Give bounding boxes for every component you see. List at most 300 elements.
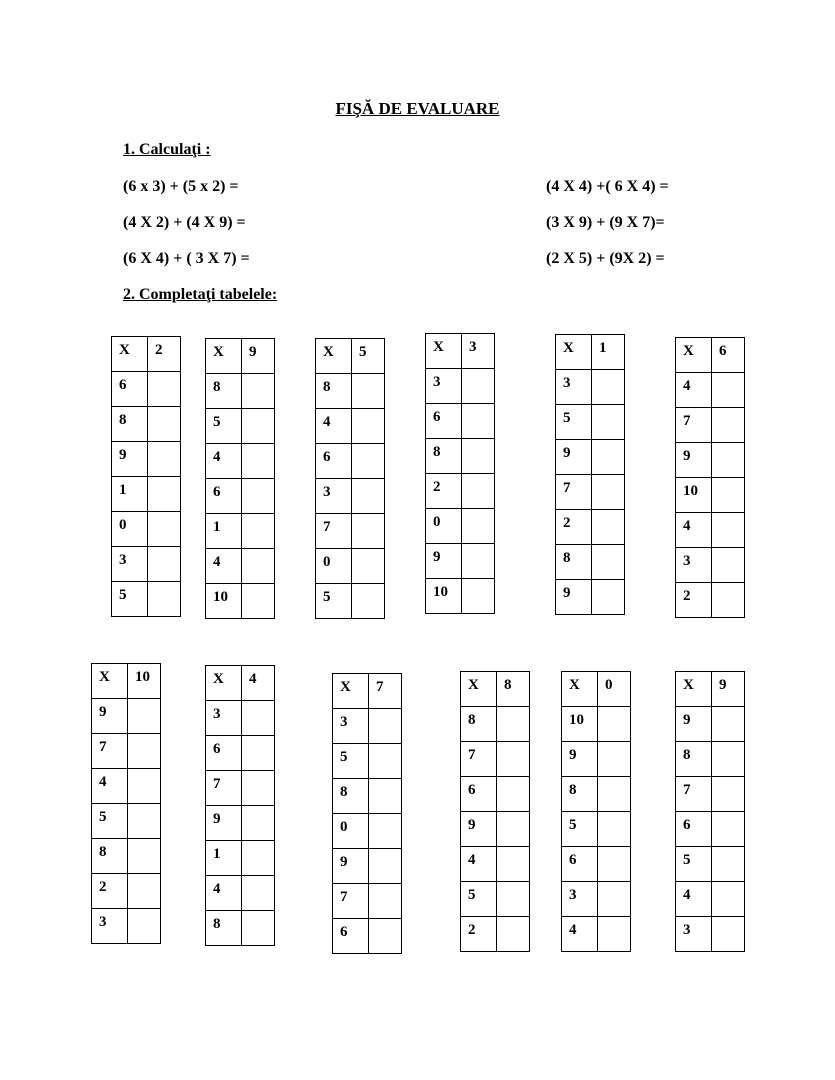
table-row: [461, 707, 530, 742]
answer-cell[interactable]: [148, 477, 181, 512]
table-row: [562, 812, 631, 847]
operator-cell: X: [676, 338, 712, 373]
operand-cell: 9: [112, 442, 148, 477]
multiplication-table: [205, 338, 275, 619]
answer-cell[interactable]: [712, 373, 745, 408]
operand-cell: 3: [556, 370, 592, 405]
answer-cell[interactable]: [128, 699, 161, 734]
multiplier-cell: 5: [352, 339, 385, 374]
answer-cell[interactable]: [128, 734, 161, 769]
table-row: [676, 408, 745, 443]
answer-cell[interactable]: [592, 510, 625, 545]
multiplier-cell: 3: [462, 334, 495, 369]
operand-cell: 5: [112, 582, 148, 617]
answer-cell[interactable]: [462, 579, 495, 614]
operand-cell: 1: [206, 841, 242, 876]
answer-cell[interactable]: [712, 478, 745, 513]
multiplication-table: [675, 671, 745, 952]
table-row: [461, 777, 530, 812]
multiplier-cell: 4: [242, 666, 275, 701]
operand-cell: 5: [556, 405, 592, 440]
table-row: [92, 699, 161, 734]
table-row: [112, 582, 181, 617]
exercise-left-2: (4 X 2) + (4 X 9) =: [123, 214, 246, 231]
answer-cell[interactable]: [369, 814, 402, 849]
multiplication-table: [561, 671, 631, 952]
table-header-row: [112, 337, 181, 372]
operator-cell: X: [206, 339, 242, 374]
answer-cell[interactable]: [598, 882, 631, 917]
answer-cell[interactable]: [497, 917, 530, 952]
table-row: [556, 510, 625, 545]
table-row: [562, 742, 631, 777]
table-row: [206, 549, 275, 584]
multiplication-table: [460, 671, 530, 952]
section-2-heading: 2. Completaţi tabelele:: [123, 286, 278, 303]
table-row: [112, 512, 181, 547]
operator-cell: X: [316, 339, 352, 374]
table-row: [562, 707, 631, 742]
table-header-row: [676, 338, 745, 373]
answer-cell[interactable]: [598, 777, 631, 812]
table-row: [461, 847, 530, 882]
table-row: [206, 584, 275, 619]
table-header-row: [92, 664, 161, 699]
answer-cell[interactable]: [352, 514, 385, 549]
answer-cell[interactable]: [128, 839, 161, 874]
table-row: [426, 509, 495, 544]
operand-cell: 7: [206, 771, 242, 806]
answer-cell[interactable]: [497, 812, 530, 847]
operand-cell: 6: [676, 812, 712, 847]
table-header-row: [316, 339, 385, 374]
multiplier-cell: 8: [497, 672, 530, 707]
operand-cell: 3: [316, 479, 352, 514]
table-row: [92, 839, 161, 874]
answer-cell[interactable]: [148, 372, 181, 407]
answer-cell[interactable]: [242, 806, 275, 841]
answer-cell[interactable]: [352, 549, 385, 584]
table-row: [676, 478, 745, 513]
operator-cell: X: [556, 335, 592, 370]
table-row: [562, 882, 631, 917]
operand-cell: 3: [112, 547, 148, 582]
operand-cell: 8: [426, 439, 462, 474]
table-row: [112, 547, 181, 582]
answer-cell[interactable]: [497, 742, 530, 777]
operand-cell: 8: [206, 374, 242, 409]
table-row: [333, 919, 402, 954]
answer-cell[interactable]: [592, 440, 625, 475]
answer-cell[interactable]: [352, 479, 385, 514]
answer-cell[interactable]: [712, 812, 745, 847]
answer-cell[interactable]: [598, 812, 631, 847]
answer-cell[interactable]: [148, 582, 181, 617]
operand-cell: 9: [556, 580, 592, 615]
operand-cell: 5: [92, 804, 128, 839]
operand-cell: 8: [206, 911, 242, 946]
answer-cell[interactable]: [462, 474, 495, 509]
table-row: [426, 369, 495, 404]
operand-cell: 9: [461, 812, 497, 847]
operand-cell: 10: [206, 584, 242, 619]
table-header-row: [206, 339, 275, 374]
answer-cell[interactable]: [369, 884, 402, 919]
answer-cell[interactable]: [148, 442, 181, 477]
table-row: [556, 545, 625, 580]
answer-cell[interactable]: [462, 369, 495, 404]
operand-cell: 0: [316, 549, 352, 584]
table-row: [333, 849, 402, 884]
table-row: [206, 736, 275, 771]
answer-cell[interactable]: [352, 444, 385, 479]
table-row: [206, 771, 275, 806]
table-row: [461, 742, 530, 777]
operand-cell: 3: [676, 548, 712, 583]
table-row: [333, 709, 402, 744]
operator-cell: X: [676, 672, 712, 707]
operand-cell: 2: [676, 583, 712, 618]
operand-cell: 5: [316, 584, 352, 619]
table-row: [562, 777, 631, 812]
operator-cell: X: [461, 672, 497, 707]
table-header-row: [333, 674, 402, 709]
answer-cell[interactable]: [242, 514, 275, 549]
answer-cell[interactable]: [242, 911, 275, 946]
operand-cell: 10: [562, 707, 598, 742]
operand-cell: 4: [92, 769, 128, 804]
answer-cell[interactable]: [369, 849, 402, 884]
table-row: [676, 707, 745, 742]
operand-cell: 2: [556, 510, 592, 545]
table-row: [676, 777, 745, 812]
operand-cell: 7: [676, 408, 712, 443]
answer-cell[interactable]: [712, 548, 745, 583]
answer-cell[interactable]: [369, 709, 402, 744]
multiplier-cell: 7: [369, 674, 402, 709]
operator-cell: X: [426, 334, 462, 369]
table-header-row: [676, 672, 745, 707]
answer-cell[interactable]: [128, 909, 161, 944]
operand-cell: 1: [206, 514, 242, 549]
answer-cell[interactable]: [242, 841, 275, 876]
operand-cell: 8: [676, 742, 712, 777]
answer-cell[interactable]: [712, 917, 745, 952]
multiplier-cell: 9: [712, 672, 745, 707]
answer-cell[interactable]: [242, 736, 275, 771]
operand-cell: 10: [676, 478, 712, 513]
table-row: [676, 847, 745, 882]
operand-cell: 5: [562, 812, 598, 847]
table-row: [333, 744, 402, 779]
operand-cell: 4: [562, 917, 598, 952]
answer-cell[interactable]: [598, 847, 631, 882]
operand-cell: 8: [112, 407, 148, 442]
table-row: [316, 584, 385, 619]
operand-cell: 6: [333, 919, 369, 954]
exercise-right-1: (4 X 4) +( 6 X 4) =: [546, 178, 669, 195]
operand-cell: 9: [676, 707, 712, 742]
answer-cell[interactable]: [242, 876, 275, 911]
answer-cell[interactable]: [497, 777, 530, 812]
table-row: [206, 701, 275, 736]
table-row: [112, 477, 181, 512]
table-row: [426, 579, 495, 614]
page-title: FIŞĂ DE EVALUARE: [335, 99, 500, 118]
table-row: [112, 372, 181, 407]
answer-cell[interactable]: [242, 549, 275, 584]
answer-cell[interactable]: [592, 370, 625, 405]
operand-cell: 2: [461, 917, 497, 952]
operand-cell: 4: [206, 876, 242, 911]
table-row: [92, 874, 161, 909]
operand-cell: 7: [676, 777, 712, 812]
table-row: [333, 814, 402, 849]
table-row: [556, 370, 625, 405]
operand-cell: 5: [676, 847, 712, 882]
multiplier-cell: 9: [242, 339, 275, 374]
answer-cell[interactable]: [712, 443, 745, 478]
operand-cell: 8: [92, 839, 128, 874]
table-row: [333, 884, 402, 919]
answer-cell[interactable]: [712, 583, 745, 618]
answer-cell[interactable]: [462, 509, 495, 544]
operand-cell: 3: [333, 709, 369, 744]
operand-cell: 6: [562, 847, 598, 882]
table-row: [316, 409, 385, 444]
answer-cell[interactable]: [592, 545, 625, 580]
answer-cell[interactable]: [592, 475, 625, 510]
table-row: [461, 812, 530, 847]
operator-cell: X: [562, 672, 598, 707]
table-row: [426, 404, 495, 439]
table-header-row: [556, 335, 625, 370]
table-row: [206, 806, 275, 841]
operand-cell: 7: [333, 884, 369, 919]
operand-cell: 0: [426, 509, 462, 544]
answer-cell[interactable]: [242, 444, 275, 479]
operand-cell: 5: [333, 744, 369, 779]
operand-cell: 6: [112, 372, 148, 407]
table-row: [316, 549, 385, 584]
answer-cell[interactable]: [148, 407, 181, 442]
multiplier-cell: 1: [592, 335, 625, 370]
answer-cell[interactable]: [497, 707, 530, 742]
operand-cell: 3: [676, 917, 712, 952]
answer-cell[interactable]: [242, 374, 275, 409]
operand-cell: 4: [206, 549, 242, 584]
table-row: [556, 405, 625, 440]
answer-cell[interactable]: [128, 874, 161, 909]
section-1-heading: 1. Calculaţi :: [123, 141, 211, 158]
operator-cell: X: [333, 674, 369, 709]
answer-cell[interactable]: [369, 779, 402, 814]
table-row: [92, 909, 161, 944]
multiplication-table: [315, 338, 385, 619]
table-row: [676, 917, 745, 952]
operand-cell: 9: [676, 443, 712, 478]
operand-cell: 9: [556, 440, 592, 475]
answer-cell[interactable]: [242, 701, 275, 736]
operand-cell: 6: [206, 479, 242, 514]
operand-cell: 8: [333, 779, 369, 814]
table-row: [556, 580, 625, 615]
answer-cell[interactable]: [369, 744, 402, 779]
table-row: [676, 513, 745, 548]
operator-cell: X: [112, 337, 148, 372]
operand-cell: 0: [112, 512, 148, 547]
operand-cell: 3: [92, 909, 128, 944]
table-row: [676, 443, 745, 478]
answer-cell[interactable]: [712, 707, 745, 742]
table-row: [333, 779, 402, 814]
table-row: [92, 804, 161, 839]
table-row: [206, 479, 275, 514]
operand-cell: 2: [92, 874, 128, 909]
table-row: [562, 917, 631, 952]
answer-cell[interactable]: [598, 917, 631, 952]
answer-cell[interactable]: [369, 919, 402, 954]
answer-cell[interactable]: [712, 408, 745, 443]
answer-cell[interactable]: [352, 584, 385, 619]
table-row: [92, 734, 161, 769]
exercise-right-2: (3 X 9) + (9 X 7)=: [546, 214, 665, 231]
table-row: [426, 544, 495, 579]
operand-cell: 5: [206, 409, 242, 444]
operand-cell: 9: [206, 806, 242, 841]
operand-cell: 7: [316, 514, 352, 549]
answer-cell[interactable]: [497, 847, 530, 882]
answer-cell[interactable]: [462, 544, 495, 579]
operand-cell: 9: [333, 849, 369, 884]
operand-cell: 8: [556, 545, 592, 580]
operand-cell: 4: [676, 373, 712, 408]
table-row: [316, 374, 385, 409]
multiplier-cell: 0: [598, 672, 631, 707]
multiplier-cell: 10: [128, 664, 161, 699]
answer-cell[interactable]: [712, 847, 745, 882]
table-row: [206, 444, 275, 479]
answer-cell[interactable]: [712, 742, 745, 777]
answer-cell[interactable]: [242, 479, 275, 514]
operand-cell: 4: [206, 444, 242, 479]
table-row: [676, 373, 745, 408]
operand-cell: 7: [461, 742, 497, 777]
table-row: [316, 479, 385, 514]
answer-cell[interactable]: [712, 777, 745, 812]
operand-cell: 6: [461, 777, 497, 812]
answer-cell[interactable]: [242, 584, 275, 619]
operand-cell: 6: [206, 736, 242, 771]
multiplication-table: [425, 333, 495, 614]
exercise-left-1: (6 x 3) + (5 x 2) =: [123, 178, 239, 195]
multiplication-table: [675, 337, 745, 618]
operand-cell: 3: [426, 369, 462, 404]
operand-cell: 7: [92, 734, 128, 769]
answer-cell[interactable]: [462, 404, 495, 439]
table-row: [676, 548, 745, 583]
operand-cell: 6: [316, 444, 352, 479]
table-row: [676, 882, 745, 917]
operand-cell: 9: [562, 742, 598, 777]
operand-cell: 2: [426, 474, 462, 509]
table-row: [316, 444, 385, 479]
answer-cell[interactable]: [462, 439, 495, 474]
table-header-row: [206, 666, 275, 701]
multiplication-table: [332, 673, 402, 954]
answer-cell[interactable]: [712, 513, 745, 548]
table-header-row: [461, 672, 530, 707]
table-row: [556, 440, 625, 475]
operand-cell: 6: [426, 404, 462, 439]
answer-cell[interactable]: [598, 707, 631, 742]
table-row: [556, 475, 625, 510]
table-row: [206, 374, 275, 409]
table-row: [206, 911, 275, 946]
exercise-right-3: (2 X 5) + (9X 2) =: [546, 250, 665, 267]
answer-cell[interactable]: [242, 771, 275, 806]
table-row: [676, 583, 745, 618]
multiplication-table: [555, 334, 625, 615]
operand-cell: 3: [562, 882, 598, 917]
operand-cell: 3: [206, 701, 242, 736]
multiplication-table: [111, 336, 181, 617]
operand-cell: 5: [461, 882, 497, 917]
table-header-row: [426, 334, 495, 369]
operand-cell: 4: [676, 882, 712, 917]
answer-cell[interactable]: [128, 769, 161, 804]
multiplier-cell: 6: [712, 338, 745, 373]
table-row: [112, 407, 181, 442]
operand-cell: 4: [461, 847, 497, 882]
answer-cell[interactable]: [242, 409, 275, 444]
operand-cell: 1: [112, 477, 148, 512]
operator-cell: X: [206, 666, 242, 701]
table-header-row: [562, 672, 631, 707]
answer-cell[interactable]: [712, 882, 745, 917]
answer-cell[interactable]: [598, 742, 631, 777]
multiplication-table: [205, 665, 275, 946]
answer-cell[interactable]: [148, 512, 181, 547]
table-row: [316, 514, 385, 549]
operand-cell: 0: [333, 814, 369, 849]
answer-cell[interactable]: [148, 547, 181, 582]
table-row: [206, 841, 275, 876]
table-row: [676, 742, 745, 777]
multiplication-table: [91, 663, 161, 944]
answer-cell[interactable]: [592, 405, 625, 440]
table-row: [461, 917, 530, 952]
answer-cell[interactable]: [592, 580, 625, 615]
operand-cell: 10: [426, 579, 462, 614]
table-row: [206, 876, 275, 911]
table-row: [112, 442, 181, 477]
answer-cell[interactable]: [352, 409, 385, 444]
answer-cell[interactable]: [352, 374, 385, 409]
operand-cell: 7: [556, 475, 592, 510]
operand-cell: 4: [316, 409, 352, 444]
operand-cell: 8: [562, 777, 598, 812]
answer-cell[interactable]: [497, 882, 530, 917]
operator-cell: X: [92, 664, 128, 699]
table-row: [206, 514, 275, 549]
answer-cell[interactable]: [128, 804, 161, 839]
table-row: [206, 409, 275, 444]
multiplier-cell: 2: [148, 337, 181, 372]
table-row: [426, 439, 495, 474]
exercise-left-3: (6 X 4) + ( 3 X 7) =: [123, 250, 250, 267]
table-row: [562, 847, 631, 882]
